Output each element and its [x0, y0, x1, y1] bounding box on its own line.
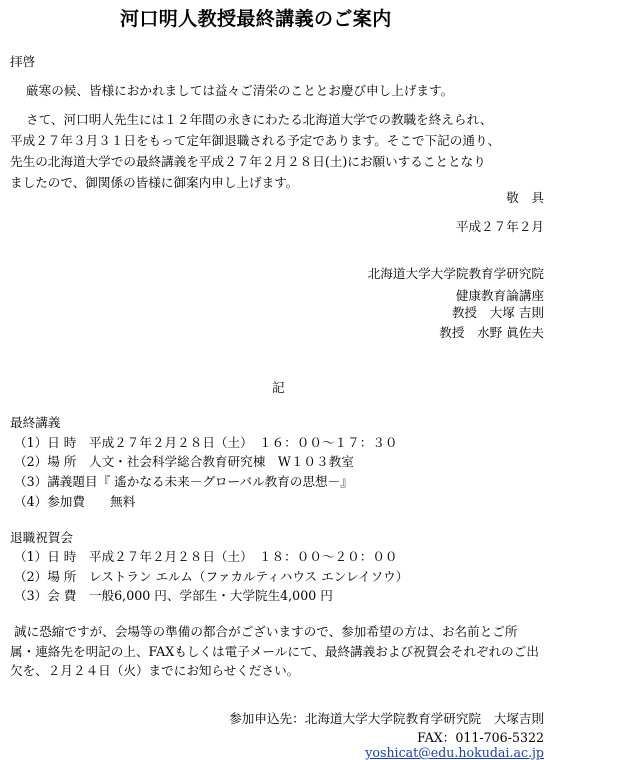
ki-marker: 記: [272, 380, 285, 395]
contact-fax: FAX：011-706-5322: [417, 730, 544, 745]
lecture-item: （3）講義題目『 遙かなる未来－グローバル教育の思想－』: [14, 474, 353, 489]
notice-line: 欠を、２月２４日（火）までにお知らせください。: [10, 663, 300, 678]
organizer-line: 教授 水野 眞佐夫: [439, 325, 544, 340]
document-title: 河口明人教授最終講義のご案内: [120, 8, 392, 30]
body-line: ましたので、御関係の皆様に御案内申し上げます。: [10, 175, 299, 190]
party-item: （2）場 所 レストラン エルム（ファカルティハウス エンレイソウ）: [14, 569, 409, 584]
body-line: 先生の北海道大学での最終講義を平成２７年２月２８日(土)にお願いすることとなり: [10, 154, 486, 169]
party-item: （1）日 時 平成２７年２月２８日（土） １８：００～２０：００: [14, 549, 398, 564]
lecture-item: （2）場 所 人文・社会科学総合教育研究棟 W１０３教室: [14, 454, 354, 469]
lecture-item: （4）参加費 無料: [14, 494, 136, 509]
lecture-heading: 最終講義: [10, 415, 61, 430]
greeting-text: 厳寒の候、皆様におかれましては益々ご清栄のこととお慶び申し上げます。: [26, 83, 454, 98]
document-date: 平成２７年２月: [455, 219, 544, 234]
body-line: さて、河口明人先生には１２年間の永きにわたる北海道大学での教職を終えられ、: [26, 112, 493, 127]
party-item: （3）会 費 一般6,000 円、学部生・大学院生4,000 円: [14, 588, 333, 603]
notice-line: 属・連絡先を明記の上、FAXもしくは電子メールにて、最終講義および祝賀会それぞれのご出: [10, 644, 539, 659]
organizer-line: 健康教育論講座: [455, 288, 544, 303]
organizer-line: 北海道大学大学院教育学研究院: [367, 266, 544, 281]
closing-text: 敬 具: [506, 190, 544, 205]
notice-line: 誠に恐縮ですが、会場等の準備の都合がございますので、参加希望の方は、お名前とご所: [14, 624, 518, 639]
party-heading: 退職祝賀会: [10, 530, 73, 545]
organizer-line: 教授 大塚 吉則: [451, 305, 544, 320]
lecture-item: （1）日 時 平成２７年２月２８日（土） １６：００～１７：３０: [14, 435, 398, 450]
contact-email-link[interactable]: yoshicat@edu.hokudai.ac.jp: [365, 745, 544, 760]
body-line: 平成２７年３月３１日をもって定年御退職される予定であります。そこで下記の通り、: [10, 133, 501, 148]
contact-line: 参加申込先：北海道大学大学院教育学研究院 大塚吉則: [229, 711, 544, 726]
salutation: 拝啓: [10, 54, 36, 69]
